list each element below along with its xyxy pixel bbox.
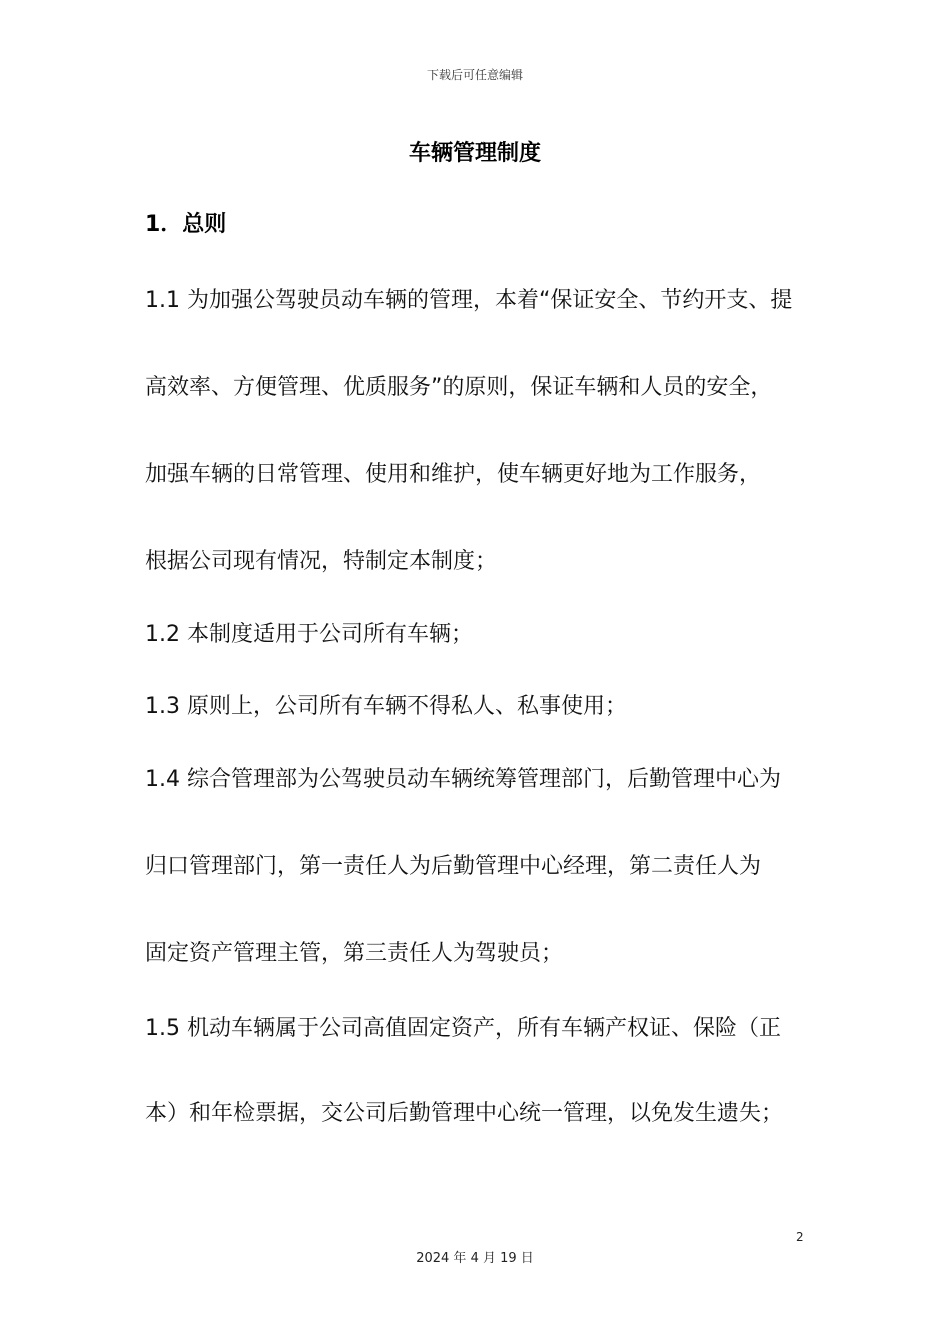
page-number: 2	[796, 1230, 804, 1244]
paragraph-line: 加强车辆的日常管理、使用和维护，使车辆更好地为工作服务，	[145, 462, 762, 487]
paragraph-line: 根据公司现有情况，特制定本制度；	[145, 549, 498, 574]
paragraph-line: 固定资产管理主管，第三责任人为驾驶员；	[145, 941, 564, 966]
document-title: 车辆管理制度	[408, 141, 541, 166]
paragraph-line: 1.2 本制度适用于公司所有车辆；	[145, 622, 473, 647]
paragraph-line: 归口管理部门，第一责任人为后勤管理中心经理，第二责任人为	[145, 854, 762, 879]
footer-date: 2024 年 4 月 19 日	[416, 1251, 534, 1266]
paragraph-line: 1.4 综合管理部为公驾驶员动车辆统筹管理部门，后勤管理中心为	[145, 767, 781, 792]
section-heading: 1．总则	[145, 212, 227, 237]
paragraph-line: 1.3 原则上，公司所有车辆不得私人、私事使用；	[145, 694, 627, 719]
paragraph-line: 1.5 机动车辆属于公司高值固定资产，所有车辆产权证、保险（正	[145, 1016, 781, 1041]
paragraph-line: 高效率、方便管理、优质服务”的原则，保证车辆和人员的安全，	[145, 375, 773, 400]
header-note: 下载后可任意编辑	[426, 68, 523, 82]
paragraph-line: 本）和年检票据，交公司后勤管理中心统一管理，以免发生遗失；	[145, 1101, 784, 1126]
paragraph-line: 1.1 为加强公驾驶员动车辆的管理，本着“保证安全、节约开支、提	[145, 288, 793, 313]
